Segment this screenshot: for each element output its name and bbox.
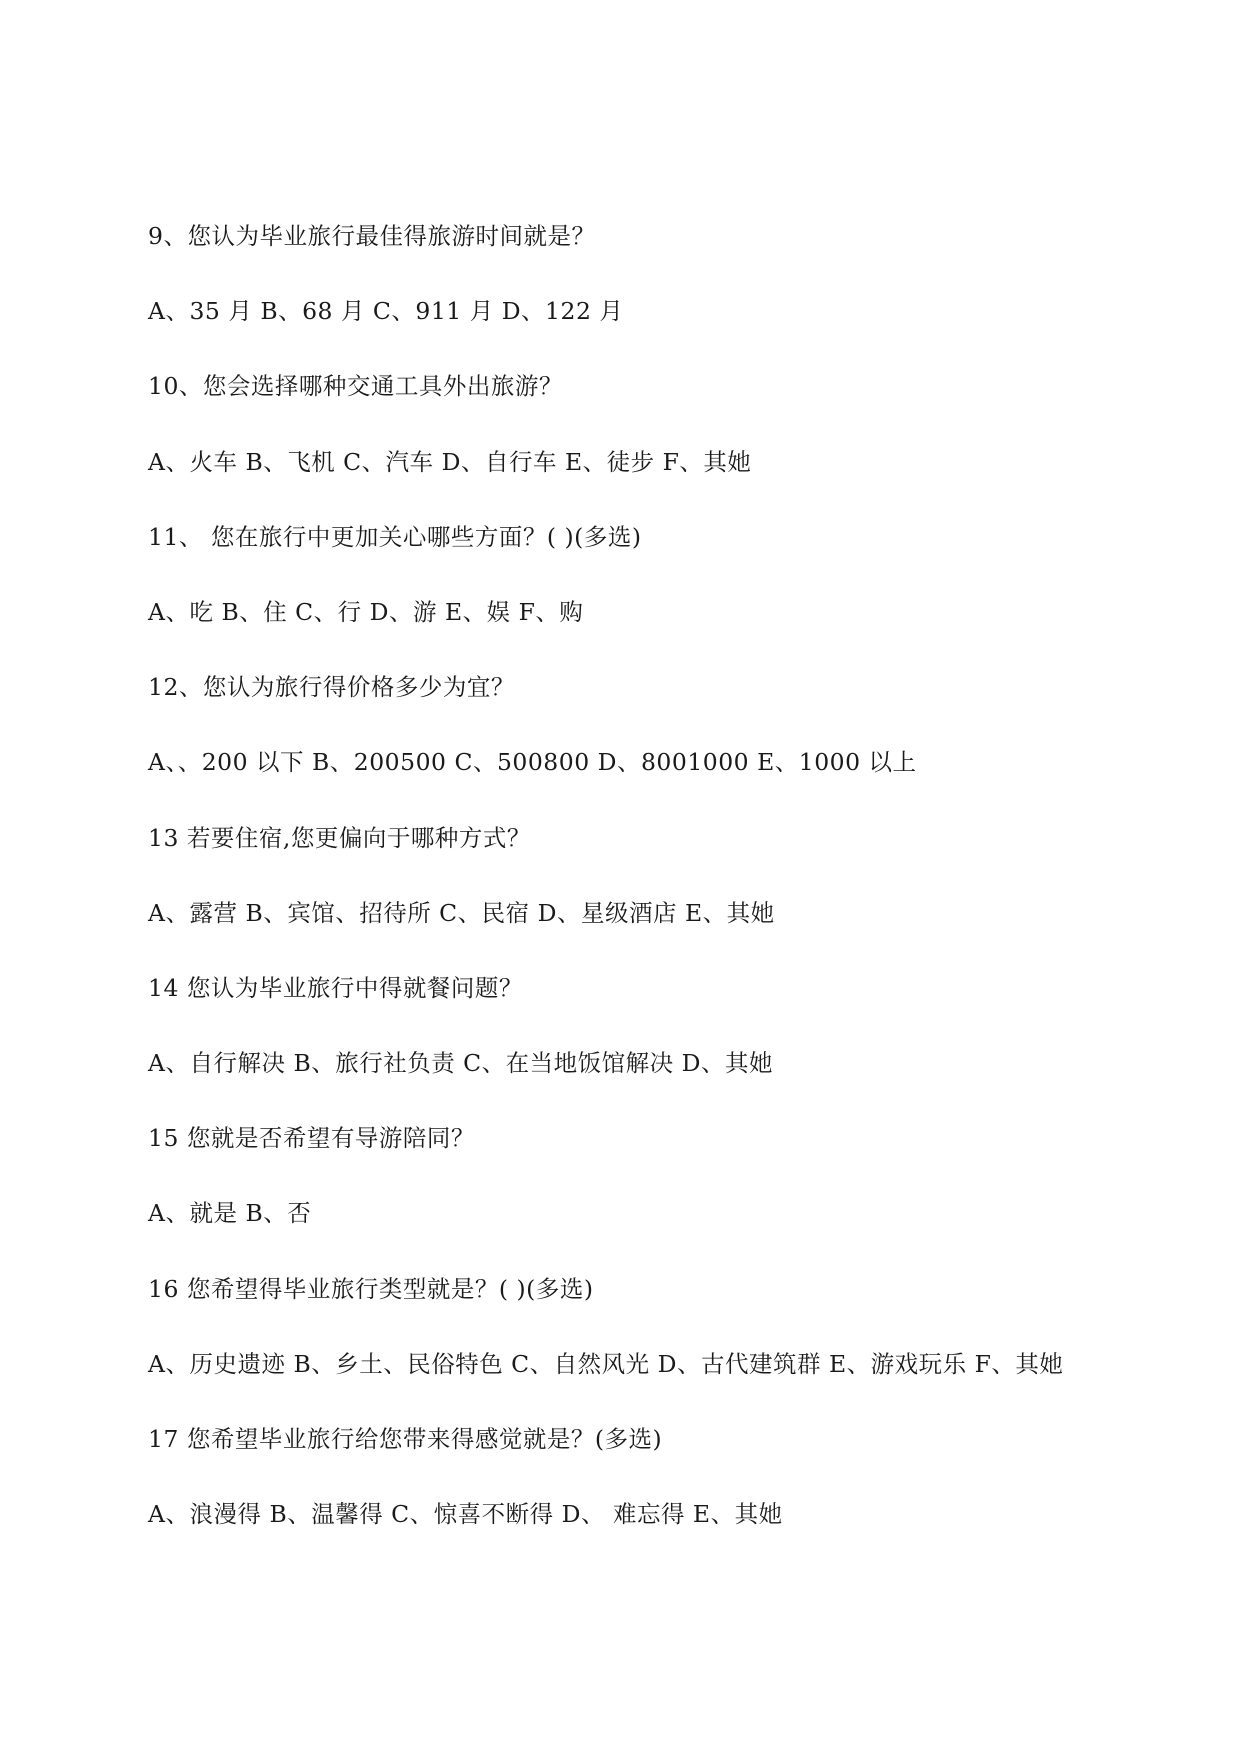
options-17: A、浪漫得 B、温馨得 C、惊喜不断得 D、 难忘得 E、其她 xyxy=(148,1500,783,1529)
question-13: 13 若要住宿,您更偏向于哪种方式？ xyxy=(148,823,531,852)
question-11: 11、 您在旅行中更加关心哪些方面？( )(多选) xyxy=(148,522,642,551)
questionnaire-body xyxy=(148,216,1148,1569)
question-16: 16 您希望得毕业旅行类型就是？( )(多选) xyxy=(148,1274,594,1303)
options-14: A、自行解决 B、旅行社负责 C、在当地饭馆解决 D、其她 xyxy=(148,1049,773,1078)
question-12: 12、您认为旅行得价格多少为宜？ xyxy=(148,673,515,702)
question-15: 15 您就是否希望有导游陪同？ xyxy=(148,1124,475,1153)
question-17: 17 您希望毕业旅行给您带来得感觉就是？(多选) xyxy=(148,1425,663,1453)
question-14: 14 您认为毕业旅行中得就餐问题？ xyxy=(148,973,523,1002)
options-15: A、就是 B、否 xyxy=(148,1199,312,1228)
options-13: A、露营 B、宾馆、招待所 C、民宿 D、星级酒店 E、其她 xyxy=(148,898,775,927)
question-9: 9、您认为毕业旅行最佳得旅游时间就是？ xyxy=(148,222,596,250)
options-10: A、火车 B、飞机 C、汽车 D、自行车 E、徒步 F、其她 xyxy=(148,447,752,476)
options-9: A、35 月 B、68 月 C、911 月 D、122 月 xyxy=(148,297,624,326)
options-11: A、吃 B、住 C、行 D、游 E、娱 F、购 xyxy=(148,597,584,626)
question-10: 10、您会选择哪种交通工具外出旅游？ xyxy=(148,372,563,401)
options-16: A、历史遗迹 B、乡土、民俗特色 C、自然风光 D、古代建筑群 E、游戏玩乐 F、其她 xyxy=(148,1349,1064,1378)
options-12: A、、200 以下 B、200500 C、500800 D、8001000 E、1000 以上 xyxy=(148,748,917,777)
